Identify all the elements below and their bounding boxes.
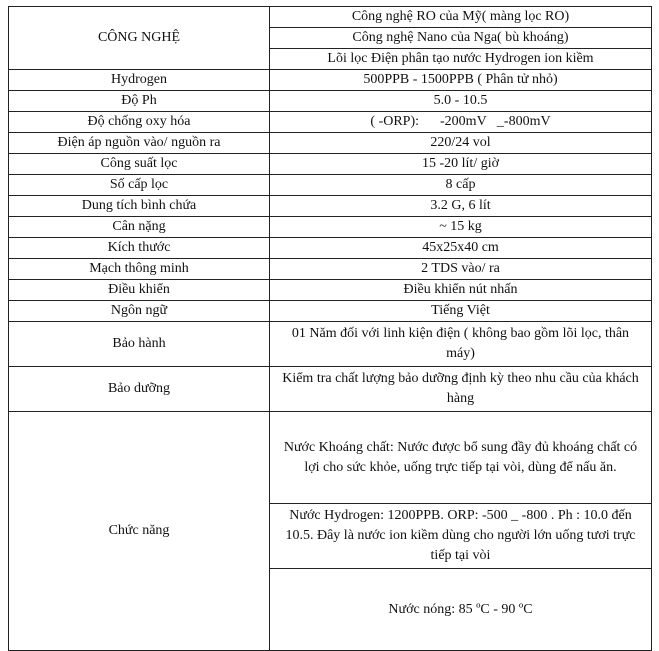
row-value-ngon-ngu: Tiếng Việt xyxy=(270,301,652,322)
row-label-bao-duong: Bảo dưỡng xyxy=(9,367,270,412)
row-label-bao-hanh: Bảo hành xyxy=(9,322,270,367)
row-value-chuc-nang-1: Nước Khoáng chất: Nước được bổ sung đầy đủ khoáng chất có lợi cho sức khỏe, uống trực tiếp tại vòi, dùng để nấu ăn. xyxy=(270,412,652,504)
row-value-cong-suat: 15 -20 lít/ giờ xyxy=(270,154,652,175)
row-label-mach: Mạch thông minh xyxy=(9,259,270,280)
row-value-oxy-hoa: ( -ORP): -200mV _-800mV xyxy=(270,112,652,133)
row-value-mach: 2 TDS vào/ ra xyxy=(270,259,652,280)
row-value-cong-nghe-1: Công nghệ RO của Mỹ( màng lọc RO) xyxy=(270,7,652,28)
row-label-hydrogen: Hydrogen xyxy=(9,70,270,91)
row-value-cong-nghe-2: Công nghệ Nano của Nga( bù khoáng) xyxy=(270,28,652,49)
spec-table xyxy=(8,6,652,651)
row-label-kich-thuoc: Kích thước xyxy=(9,238,270,259)
row-label-so-cap: Số cấp lọc xyxy=(9,175,270,196)
row-label-oxy-hoa: Độ chống oxy hóa xyxy=(9,112,270,133)
row-label-dien-ap: Điện áp nguồn vào/ nguồn ra xyxy=(9,133,270,154)
table-row xyxy=(9,91,652,112)
row-value-chuc-nang-2: Nước Hydrogen: 1200PPB. ORP: -500 _ -800 . Ph : 10.0 đến 10.5. Đây là nước ion kiềm dùng cho người lớn uống tươi trực tiếp tại vòi xyxy=(270,504,652,569)
row-value-bao-hanh: 01 Năm đối với linh kiện điện ( không bao gồm lõi lọc, thân máy) xyxy=(270,322,652,367)
table-row xyxy=(9,238,652,259)
table-row xyxy=(9,259,652,280)
row-label-chuc-nang: Chức năng xyxy=(9,412,270,651)
table-row xyxy=(9,112,652,133)
row-value-dung-tich: 3.2 G, 6 lít xyxy=(270,196,652,217)
row-label-dung-tich: Dung tích bình chứa xyxy=(9,196,270,217)
table-row xyxy=(9,367,652,412)
table-row xyxy=(9,133,652,154)
table-row xyxy=(9,412,652,504)
table-row xyxy=(9,322,652,367)
row-label-do-ph: Độ Ph xyxy=(9,91,270,112)
row-value-hydrogen: 500PPB - 1500PPB ( Phân tử nhỏ) xyxy=(270,70,652,91)
row-value-do-ph: 5.0 - 10.5 xyxy=(270,91,652,112)
row-value-can-nang: ~ 15 kg xyxy=(270,217,652,238)
row-label-dieu-khien: Điều khiển xyxy=(9,280,270,301)
table-row xyxy=(9,301,652,322)
row-label-can-nang: Cân nặng xyxy=(9,217,270,238)
row-value-chuc-nang-3: Nước nóng: 85 ºC - 90 ºC xyxy=(270,569,652,651)
row-label-cong-suat: Công suất lọc xyxy=(9,154,270,175)
table-row xyxy=(9,217,652,238)
row-value-dien-ap: 220/24 vol xyxy=(270,133,652,154)
row-value-kich-thuoc: 45x25x40 cm xyxy=(270,238,652,259)
row-value-bao-duong: Kiểm tra chất lượng bảo dưỡng định kỳ theo nhu cầu của khách hàng xyxy=(270,367,652,412)
row-label-ngon-ngu: Ngôn ngữ xyxy=(9,301,270,322)
row-label-cong-nghe: CÔNG NGHỆ xyxy=(9,7,270,70)
table-row xyxy=(9,70,652,91)
row-value-dieu-khien: Điều khiển nút nhấn xyxy=(270,280,652,301)
table-row xyxy=(9,7,652,28)
row-value-so-cap: 8 cấp xyxy=(270,175,652,196)
table-row xyxy=(9,175,652,196)
table-row xyxy=(9,280,652,301)
row-value-cong-nghe-3: Lõi lọc Điện phân tạo nước Hydrogen ion kiềm xyxy=(270,49,652,70)
table-row xyxy=(9,196,652,217)
table-row xyxy=(9,154,652,175)
